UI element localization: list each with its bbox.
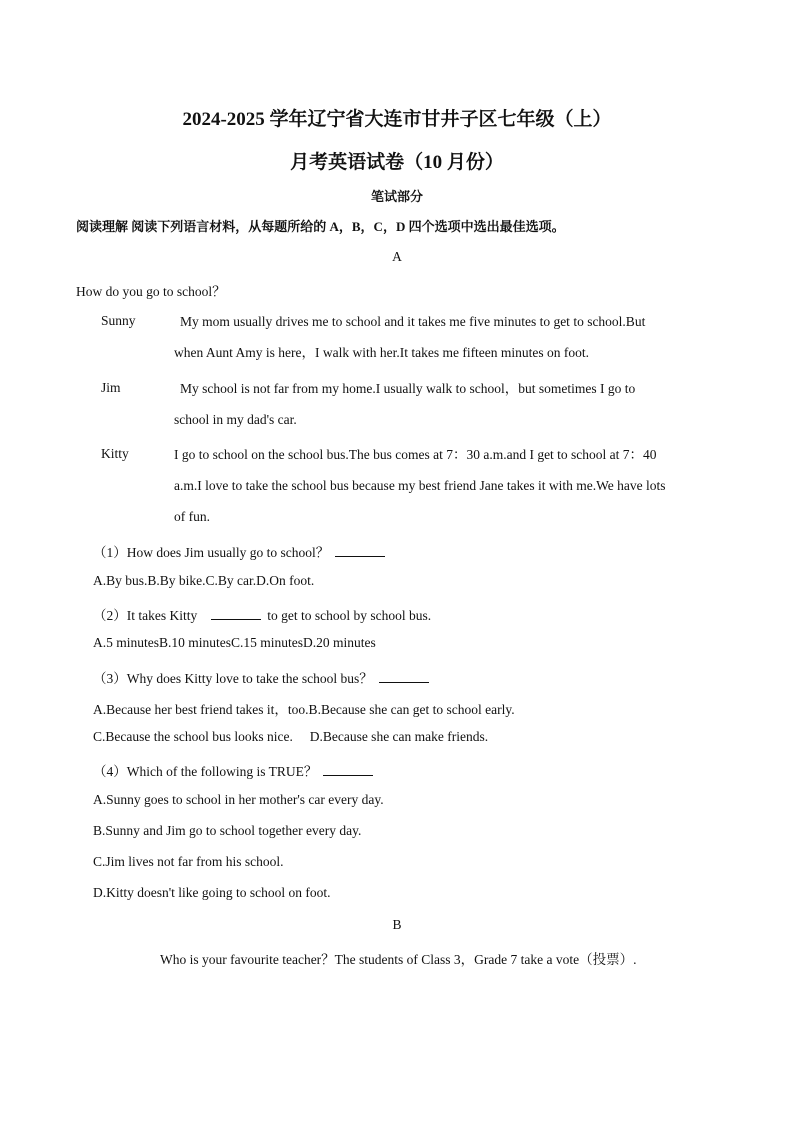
question-4-option-c: C.Jim lives not far from his school. bbox=[93, 854, 284, 869]
passage-b-label: B bbox=[392, 917, 402, 932]
section-label: 笔试部分 bbox=[370, 189, 423, 204]
passage-b-intro: Who is your favourite teacher？The students of Class 3，Grade 7 take a vote（投票）. bbox=[160, 952, 637, 967]
question-4-option-d: D.Kitty doesn't like going to school on foot. bbox=[93, 885, 331, 900]
question-stem: （2）It takes Kitty bbox=[93, 608, 198, 623]
answer-blank[interactable] bbox=[335, 544, 385, 557]
question-3 bbox=[93, 667, 429, 687]
speaker-text-jim bbox=[174, 373, 684, 435]
speaker-text-kitty bbox=[174, 439, 684, 532]
question-2 bbox=[93, 604, 431, 624]
exam-title-line2: 月考英语试卷（10 月份） bbox=[290, 152, 504, 173]
question-stem-tail: to get to school by school bus. bbox=[267, 608, 432, 623]
passage-a-label: A bbox=[392, 249, 402, 264]
question-4-option-b: B.Sunny and Jim go to school together every day. bbox=[93, 823, 362, 838]
question-4 bbox=[93, 760, 373, 780]
question-3-option-ab: A.Because her best friend takes it，too.B.Because she can get to school early. bbox=[93, 702, 515, 717]
question-stem: （3）Why does Kitty love to take the school bus？ bbox=[93, 671, 373, 686]
speech-line: school in my dad's car. bbox=[174, 412, 297, 427]
speaker-name-jim: Jim bbox=[101, 380, 121, 395]
question-4-option-a: A.Sunny goes to school in her mother's car every day. bbox=[93, 792, 384, 807]
speech-line: My school is not far from my home.I usually walk to school，but sometimes I go to bbox=[180, 381, 636, 396]
speech-line: of fun. bbox=[174, 509, 210, 524]
speech-line: I go to school on the school bus.The bus comes at 7：30 a.m.and I get to school at 7：40 bbox=[174, 447, 657, 462]
speech-line: a.m.I love to take the school bus because my best friend Jane takes it with me.We have lots bbox=[174, 478, 666, 493]
question-2-options: A.5 minutesB.10 minutesC.15 minutesD.20 minutes bbox=[93, 635, 376, 650]
answer-blank[interactable] bbox=[323, 763, 373, 776]
speech-line: My mom usually drives me to school and it takes me five minutes to get to school.But bbox=[180, 314, 646, 329]
exam-title-line1: 2024-2025 学年辽宁省大连市甘井子区七年级（上） bbox=[182, 109, 612, 130]
speaker-text-sunny bbox=[174, 306, 684, 368]
question-1 bbox=[93, 541, 385, 561]
answer-blank[interactable] bbox=[379, 670, 429, 683]
question-stem: （4）Which of the following is TRUE？ bbox=[93, 764, 318, 779]
question-stem: （1）How does Jim usually go to school？ bbox=[93, 545, 330, 560]
answer-blank[interactable] bbox=[211, 607, 261, 620]
speaker-name-kitty: Kitty bbox=[101, 446, 129, 461]
speech-line: when Aunt Amy is here，I walk with her.It takes me fifteen minutes on foot. bbox=[174, 345, 590, 360]
question-1-options: A.By bus.B.By bike.C.By car.D.On foot. bbox=[93, 573, 315, 588]
question-3-option-cd: C.Because the school bus looks nice. D.Because she can make friends. bbox=[93, 729, 489, 744]
speaker-name-sunny: Sunny bbox=[101, 313, 136, 328]
passage-a-question: How do you go to school？ bbox=[76, 284, 226, 299]
instructions: 阅读理解 阅读下列语言材料，从每题所给的 A，B，C，D 四个选项中选出最佳选项。 bbox=[76, 219, 565, 234]
